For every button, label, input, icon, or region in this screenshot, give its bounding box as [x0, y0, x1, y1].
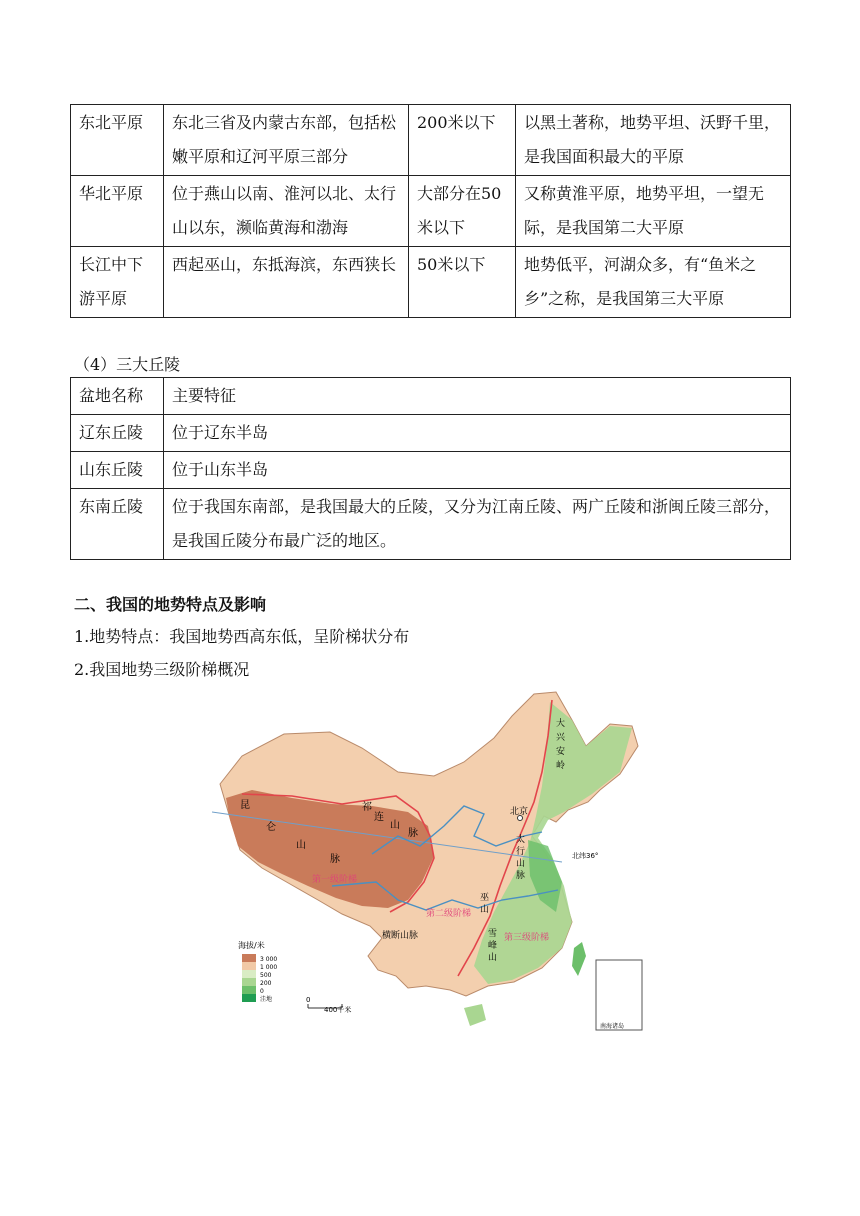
mountain-label: 祁 [362, 802, 372, 813]
mountain-label: 太 [516, 835, 526, 845]
taiwan-island [572, 942, 586, 976]
mountain-label: 山 [516, 859, 526, 869]
mountain-label: 行 [516, 847, 526, 857]
place-label-latitude: 北纬36° [572, 852, 599, 860]
plains-table [70, 104, 791, 318]
table-cell: 大部分在50米以下 [409, 176, 516, 247]
table-cell: 东南丘陵 [71, 489, 164, 560]
table-row [71, 415, 791, 452]
table-cell: 又称黄淮平原，地势平坦，一望无际，是我国第二大平原 [516, 176, 791, 247]
table-row [71, 452, 791, 489]
table-cell: 长江中下游平原 [71, 247, 164, 318]
point-2: 2.我国地势三级阶梯概况 [74, 660, 250, 679]
legend-swatch [242, 978, 256, 986]
table-cell: 以黑土著称，地势平坦、沃野千里，是我国面积最大的平原 [516, 105, 791, 176]
table-cell: 东北三省及内蒙古东部，包括松嫩平原和辽河平原三部分 [164, 105, 409, 176]
terrain-map-svg [212, 686, 648, 1038]
table-row [71, 247, 791, 318]
place-label-south-sea: 南海诸岛 [600, 1023, 625, 1030]
mountain-label: 安 [556, 747, 566, 757]
legend-label: 0 [260, 988, 264, 995]
table-cell: 辽东丘陵 [71, 415, 164, 452]
legend-swatch [242, 994, 256, 1002]
mountain-label: 连 [374, 812, 384, 823]
table-cell: 华北平原 [71, 176, 164, 247]
south-sea-inset [596, 960, 642, 1030]
table-cell: 西起巫山，东抵海滨，东西狭长 [164, 247, 409, 318]
elevation-legend [242, 954, 277, 1003]
mountain-label: 雪 [488, 929, 498, 939]
mountain-label: 山 [488, 953, 498, 963]
mountain-label: 脉 [516, 871, 526, 881]
step-label-third: 第三级阶梯 [504, 933, 550, 943]
legend-swatch [242, 986, 256, 994]
table-cell: 东北平原 [71, 105, 164, 176]
point-1: 1.地势特点：我国地势西高东低，呈阶梯状分布 [74, 627, 410, 646]
mountain-label: 脉 [408, 828, 418, 839]
legend-label: 3 000 [260, 956, 278, 963]
mountain-label: 山 [390, 820, 400, 831]
legend-title: 海拔/米 [238, 941, 265, 950]
legend-swatch [242, 970, 256, 978]
mountain-label: 昆 [240, 800, 250, 811]
table-row [71, 105, 791, 176]
table-row [71, 176, 791, 247]
step-label-second: 第二级阶梯 [426, 909, 472, 919]
table-cell: 山东丘陵 [71, 452, 164, 489]
table-cell: 50米以下 [409, 247, 516, 318]
mountain-label: 脉 [330, 854, 340, 865]
mountain-label: 横断山脉 [382, 931, 419, 941]
table-cell: 地势低平，河湖众多，有“鱼米之乡”之称，是我国第三大平原 [516, 247, 791, 318]
mountain-label: 大 [556, 719, 566, 729]
scale-label: 0 [306, 996, 311, 1004]
scale-label: 400千米 [324, 1006, 352, 1014]
mountain-label: 山 [296, 840, 306, 851]
legend-label: 1 000 [260, 964, 278, 971]
mountain-label: 峰 [488, 941, 498, 951]
table-header-cell: 主要特征 [164, 378, 791, 415]
table-cell: 位于燕山以南、淮河以北、太行山以东，濒临黄海和渤海 [164, 176, 409, 247]
table-header-row [71, 378, 791, 415]
mountain-label: 巫 [480, 893, 490, 903]
table-cell: 位于山东半岛 [164, 452, 791, 489]
legend-label: 500 [260, 972, 272, 979]
mountain-label: 山 [480, 905, 490, 915]
section-title: 二、我国的地势特点及影响 [74, 595, 267, 614]
mountain-label: 兴 [556, 733, 566, 743]
table-cell: 位于我国东南部，是我国最大的丘陵，又分为江南丘陵、两广丘陵和浙闽丘陵三部分，是我国丘陵分布最广泛的地区。 [164, 489, 791, 560]
legend-swatch [242, 962, 256, 970]
legend-label: 200 [260, 980, 272, 987]
step-label-first: 第一级阶梯 [312, 875, 358, 885]
hills-heading: （4）三大丘陵 [74, 355, 181, 374]
mountain-label: 仑 [266, 822, 276, 833]
place-label-beijing: 北京 [510, 807, 529, 817]
legend-label: 洼地 [260, 996, 273, 1003]
table-header-cell: 盆地名称 [71, 378, 164, 415]
table-row [71, 489, 791, 560]
hills-table [70, 377, 791, 560]
mountain-label: 岭 [556, 761, 566, 771]
table-cell: 200米以下 [409, 105, 516, 176]
terrain-map [212, 686, 648, 1038]
legend-swatch [242, 954, 256, 962]
table-cell: 位于辽东半岛 [164, 415, 791, 452]
hainan-island [464, 1004, 486, 1026]
